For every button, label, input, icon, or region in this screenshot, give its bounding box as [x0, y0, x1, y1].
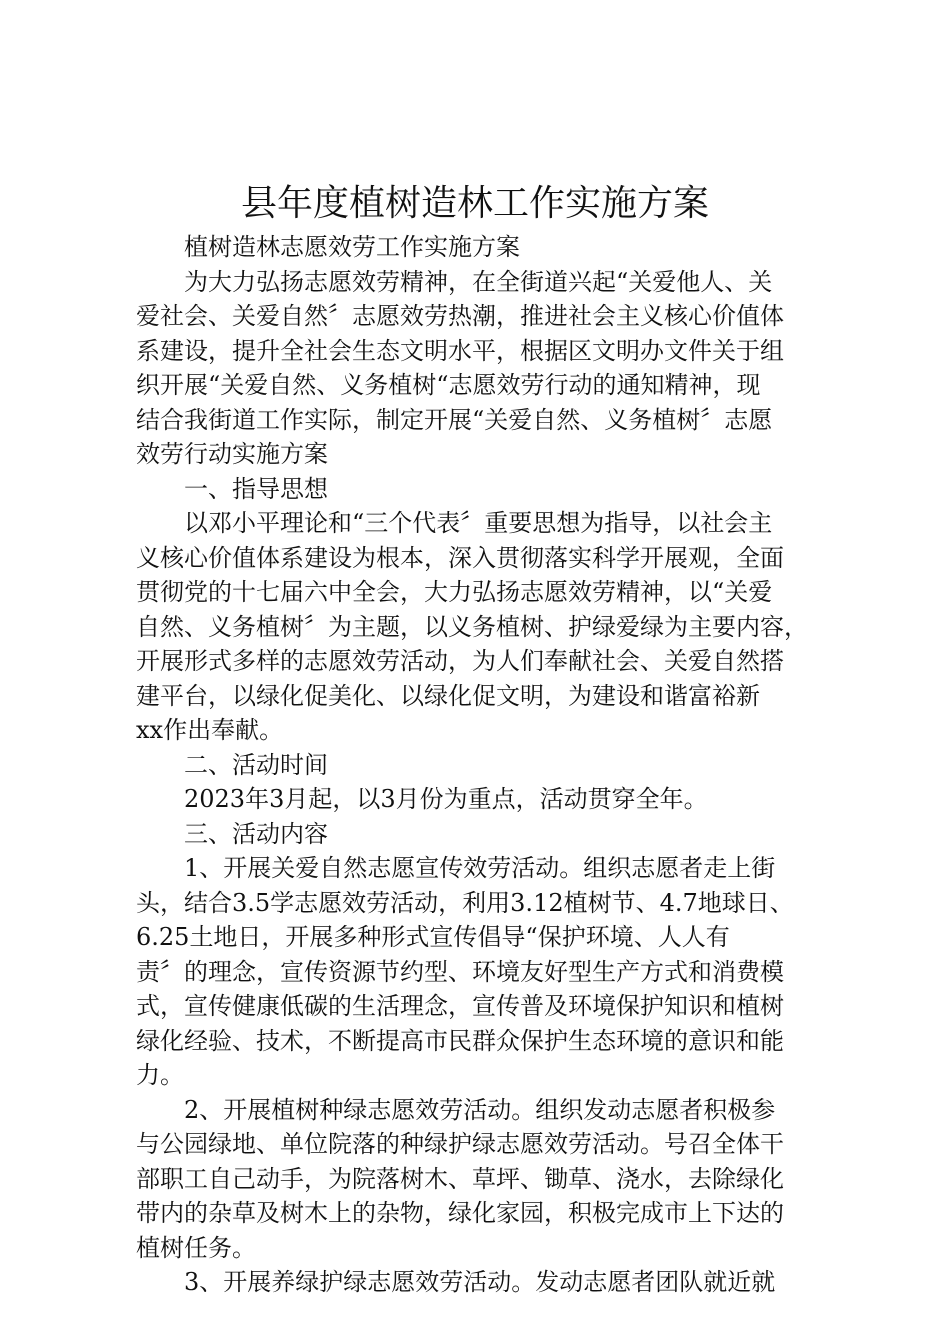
text-line: 带内的杂草及树木上的杂物，绿化家园，积极完成市上下达的 [136, 1199, 784, 1227]
text-line: 1、开展关爱自然志愿宣传效劳活动。组织志愿者走上街 [184, 854, 776, 882]
text-line: 植树任务。 [136, 1233, 256, 1262]
section-heading: 二、活动时间 [184, 750, 328, 779]
text-line: 头，结合3.5学志愿效劳活动，利用3.12植树节、4.7地球日、 [136, 888, 794, 917]
text-line: 以邓小平理论和“三个代表〞重要思想为指导，以社会主 [184, 509, 773, 537]
text-line: 6.25土地日，开展多种形式宣传倡导“保护环境、人人有 [136, 923, 730, 951]
text-line: 式，宣传健康低碳的生活理念，宣传普及环境保护知识和植树 [136, 992, 784, 1020]
text-line: 效劳行动实施方案 [136, 440, 328, 468]
section-heading: 三、活动内容 [184, 819, 328, 848]
text-line: 3、开展养绿护绿志愿效劳活动。发动志愿者团队就近就 [184, 1268, 776, 1296]
text-line: 2、开展植树种绿志愿效劳活动。组织发动志愿者积极参 [184, 1095, 776, 1124]
text-line: 爱社会、关爱自然〞志愿效劳热潮，推进社会主义核心价值体 [136, 302, 784, 330]
text-line: 与公园绿地、单位院落的种绿护绿志愿效劳活动。号召全体干 [136, 1130, 784, 1158]
text-line: 织开展“关爱自然、义务植树“志愿效劳行动的通知精神，现 [136, 371, 761, 399]
document-body [136, 230, 836, 1300]
text-line: 义核心价值体系建设为根本，深入贯彻落实科学开展观，全面 [136, 543, 784, 572]
text-line-subtitle: 植树造林志愿效劳工作实施方案 [184, 233, 520, 261]
text-line: 为大力弘扬志愿效劳精神，在全街道兴起“关爱他人、关 [184, 267, 773, 296]
text-line: xx作出奉献。 [136, 716, 284, 744]
text-line: 结合我街道工作实际，制定开展“关爱自然、义务植树〞志愿 [136, 405, 773, 434]
text-line: 建平台，以绿化促美化、以绿化促文明，为建设和谐富裕新 [136, 681, 760, 710]
text-line: 绿化经验、技术，不断提高市民群众保护生态环境的意识和能 [136, 1026, 784, 1055]
text-line: 责〞的理念，宣传资源节约型、环境友好型生产方式和消费模 [136, 957, 784, 986]
text-line: 自然、义务植树〞为主题，以义务植树、护绿爱绿为主要内容， [136, 612, 808, 641]
text-line: 开展形式多样的志愿效劳活动，为人们奉献社会、关爱自然搭 [136, 647, 784, 675]
text-line: 2023年3月起，以3月份为重点，活动贯穿全年。 [184, 785, 708, 813]
text-line: 部职工自己动手，为院落树木、草坪、锄草、浇水，去除绿化 [136, 1164, 784, 1193]
text-line: 系建设，提升全社会生态文明水平，根据区文明办文件关于组 [136, 336, 784, 365]
document-title: 县年度植树造林工作实施方案 [240, 183, 709, 224]
text-line: 力。 [136, 1061, 184, 1089]
section-heading: 一、指导思想 [184, 474, 328, 503]
text-line: 贯彻党的十七届六中全会，大力弘扬志愿效劳精神，以“关爱 [136, 578, 773, 606]
